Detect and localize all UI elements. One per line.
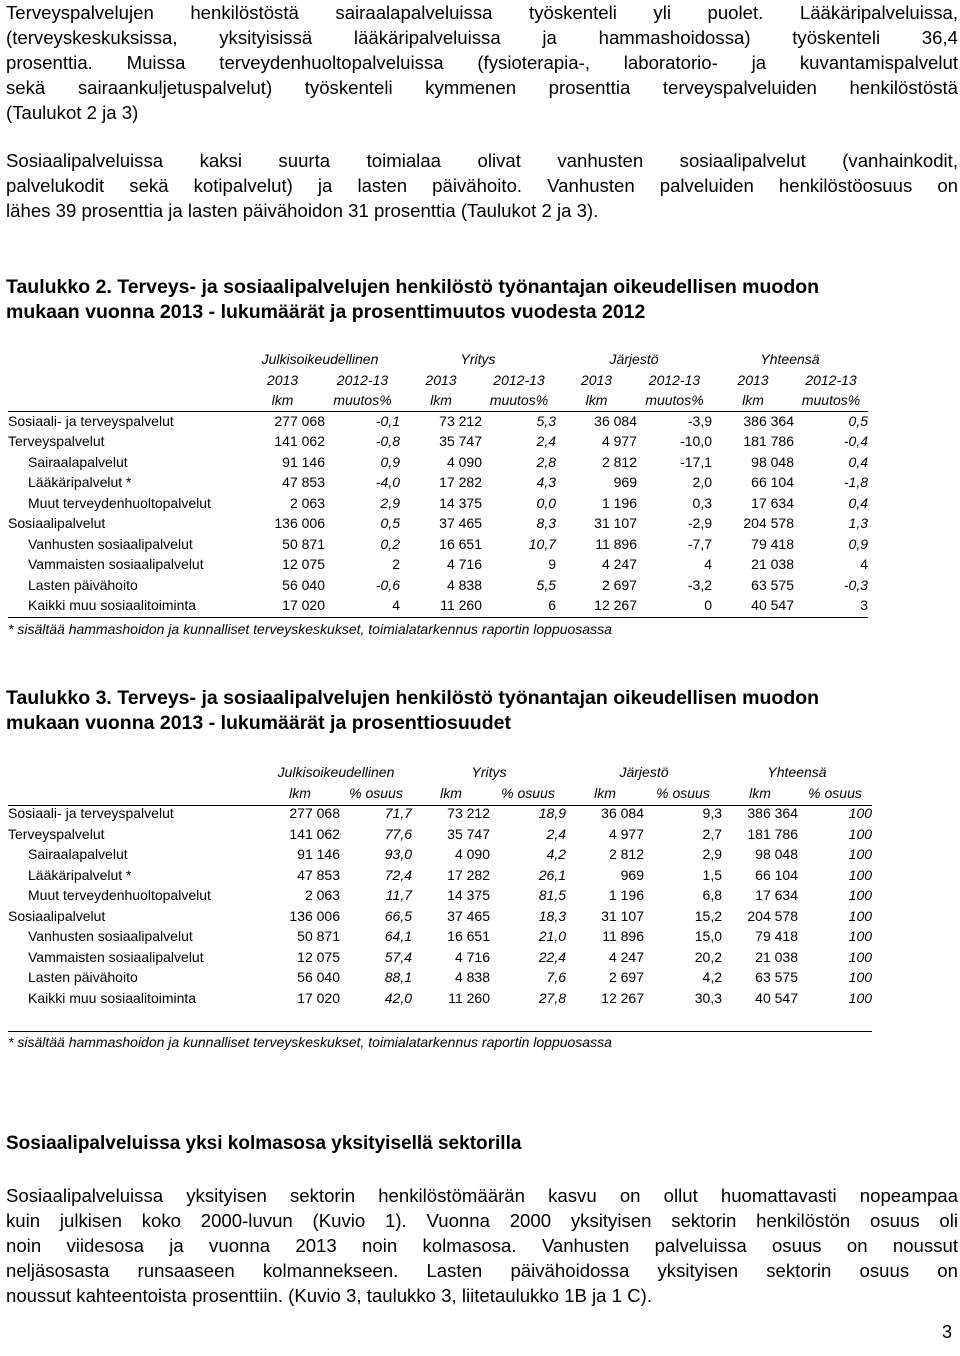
count-cell: 17 282 [447, 866, 490, 883]
table3-header-rule [8, 805, 872, 806]
row-label: Sosiaali- ja terveyspalvelut [8, 412, 174, 429]
percent-cell: 0,9 [380, 453, 400, 470]
count-cell: 17 020 [282, 597, 325, 613]
count-cell: 2 063 [304, 887, 340, 903]
count-cell: 17 634 [755, 887, 798, 903]
percent-cell: 2 [392, 556, 400, 572]
section-heading: Sosiaalipalveluissa yksi kolmasosa yksityisellä sektorilla [6, 1133, 522, 1154]
count-cell: 4 247 [608, 948, 644, 965]
text-line: (Taulukot 2 ja 3) [6, 102, 139, 123]
percent-cell: 26,1 [538, 866, 566, 883]
count-cell: 35 747 [447, 825, 490, 842]
count-cell: 12 075 [282, 556, 325, 572]
count-cell: 36 084 [594, 412, 637, 429]
percent-cell: 100 [848, 989, 873, 1006]
count-cell: 56 040 [282, 576, 325, 593]
percent-cell: 20,2 [694, 948, 722, 965]
percent-cell: 6 [548, 597, 556, 613]
group-header: Järjestö [609, 351, 659, 367]
row-label: Vammaisten sosiaalipalvelut [28, 556, 204, 572]
count-cell: 21 038 [751, 556, 794, 572]
count-cell: 17 020 [297, 989, 340, 1006]
table2-group-header [8, 349, 868, 370]
percent-cell: 100 [848, 846, 873, 862]
count-cell: 4 716 [446, 556, 482, 572]
count-cell: 91 146 [297, 846, 340, 862]
count-cell: 181 786 [743, 433, 794, 449]
table-row [8, 595, 868, 616]
count-cell: 277 068 [274, 412, 325, 429]
table-row [8, 575, 868, 596]
percent-cell: 2,0 [692, 474, 712, 490]
percent-cell: 22,4 [538, 948, 566, 965]
count-cell: 141 062 [289, 825, 340, 842]
percent-cell: 7,6 [546, 969, 566, 985]
percent-cell: 2,7 [702, 825, 722, 842]
sub-header: muutos% [801, 392, 861, 408]
table3 [8, 762, 872, 1008]
text-line: Terveyspalvelujen henkilöstöstä sairaalapalveluissa työskenteli yli puolet. Lääkäripalveluissa, [6, 2, 958, 23]
percent-cell: -3,2 [687, 576, 712, 593]
table2-title [6, 275, 958, 324]
text-line: lähes 39 prosenttia ja lasten päivähoidon 31 prosenttia (Taulukot 2 ja 3). [6, 200, 599, 221]
percent-cell: 1,5 [702, 866, 722, 883]
percent-cell: 8,3 [536, 515, 556, 531]
percent-cell: 42,0 [384, 989, 412, 1006]
percent-cell: 100 [848, 928, 873, 944]
count-cell: 11 260 [440, 597, 482, 613]
percent-cell: -0,6 [375, 576, 400, 593]
percent-cell: 93,0 [384, 846, 412, 862]
text-line: neljäsosasta runsaaseen kolmannekseen. Lasten päivähoidossa yksityisen sektorin osuus on [6, 1260, 958, 1281]
percent-cell: -7,7 [687, 535, 712, 552]
sub-header: lkm [289, 784, 311, 801]
row-label: Muut terveydenhuoltopalvelut [28, 494, 211, 511]
count-cell: 17 634 [751, 494, 794, 511]
percent-cell: 27,8 [538, 989, 566, 1006]
title-line: Taulukko 3. Terveys- ja sosiaalipalvelujen henkilöstö työnantajan oikeudellisen muodon [6, 687, 820, 709]
row-label: Kaikki muu sosiaalitoiminta [28, 989, 197, 1006]
percent-cell: 2,8 [536, 453, 556, 470]
count-cell: 79 418 [755, 928, 798, 944]
count-cell: 277 068 [289, 805, 340, 821]
count-cell: 63 575 [751, 576, 794, 593]
count-cell: 181 786 [747, 825, 798, 842]
table-row [8, 844, 872, 865]
row-label: Sairaalapalvelut [28, 453, 128, 470]
percent-cell: 100 [848, 907, 873, 924]
sub-header: 2013 [737, 371, 769, 388]
title-line: mukaan vuonna 2013 - lukumäärät ja prosenttimuutos vuodesta 2012 [6, 300, 646, 323]
social-services-paragraph [6, 148, 958, 223]
percent-cell: 6,8 [702, 887, 722, 903]
count-cell: 17 282 [439, 474, 482, 490]
count-cell: 2 697 [601, 576, 637, 593]
sub-header: 2012-13 [648, 371, 701, 388]
sub-header: % osuus [656, 784, 710, 801]
table3-bottom-rule [8, 1031, 872, 1032]
count-cell: 11 896 [602, 928, 644, 944]
group-header: Julkisoikeudellinen [277, 764, 395, 780]
text-line: kuin julkisen koko 2000-luvun (Kuvio 1). Vuonna 2000 yksityisen sektorin henkilöstön osuus oli [6, 1210, 958, 1231]
percent-cell: 15,2 [694, 907, 722, 924]
percent-cell: -17,1 [680, 453, 712, 470]
count-cell: 969 [613, 474, 637, 490]
sub-header: muutos% [489, 392, 549, 408]
count-cell: 4 716 [454, 948, 490, 965]
table-row [8, 472, 868, 493]
table-row [8, 411, 868, 432]
percent-cell: 1,3 [848, 515, 869, 531]
count-cell: 204 578 [743, 515, 794, 531]
percent-cell: 5,3 [536, 412, 556, 429]
group-header: Yhteensä [760, 351, 820, 367]
table-row [8, 493, 868, 514]
table2-sub-header-1 [8, 370, 868, 391]
count-cell: 31 107 [601, 907, 644, 924]
percent-cell: 30,3 [694, 989, 722, 1006]
percent-cell: 10,7 [528, 535, 556, 552]
row-label: Sairaalapalvelut [28, 846, 128, 862]
percent-cell: 0,0 [536, 494, 556, 511]
percent-cell: -0,3 [843, 576, 869, 593]
percent-cell: 57,4 [384, 948, 412, 965]
count-cell: 16 651 [439, 535, 482, 552]
percent-cell: 100 [848, 866, 873, 883]
count-cell: 47 853 [282, 474, 325, 490]
percent-cell: 0 [704, 597, 712, 613]
count-cell: 91 146 [282, 453, 325, 470]
row-label: Muut terveydenhuoltopalvelut [28, 887, 211, 903]
count-cell: 4 838 [454, 969, 490, 985]
sub-header: lkm [594, 784, 616, 801]
text-line: palvelukodit sekä kotipalvelut) ja lasten päivähoito. Vanhusten palveluiden henkilöstöosuus on [6, 175, 958, 196]
sub-header: % osuus [501, 784, 555, 801]
percent-cell: 72,4 [384, 866, 412, 883]
percent-cell: 100 [848, 948, 873, 965]
count-cell: 12 075 [297, 948, 340, 965]
percent-cell: 2,9 [380, 494, 400, 511]
row-label: Lääkäripalvelut * [28, 474, 132, 490]
percent-cell: 2,4 [546, 825, 566, 842]
percent-cell: 100 [848, 825, 873, 842]
text-line: noussut kahteentoista prosenttiin. (Kuvio 3, taulukko 3, liitetaulukko 1B ja 1 C). [6, 1285, 652, 1306]
percent-cell: -3,9 [687, 412, 712, 429]
sub-header: 2013 [266, 371, 299, 388]
count-cell: 4 838 [446, 576, 482, 593]
count-cell: 1 196 [601, 494, 637, 511]
percent-cell: 15,0 [694, 928, 722, 944]
sub-header: 2013 [580, 371, 613, 388]
group-header: Julkisoikeudellinen [261, 351, 379, 367]
sub-header: muutos% [333, 392, 392, 408]
count-cell: 50 871 [297, 928, 340, 944]
count-cell: 36 084 [601, 805, 644, 821]
sub-header: muutos% [645, 392, 704, 408]
percent-cell: 0,4 [848, 453, 869, 470]
group-header: Yritys [471, 764, 507, 780]
sub-header: % osuus [349, 784, 403, 801]
count-cell: 66 104 [755, 866, 798, 883]
table-row [8, 452, 868, 473]
percent-cell: 100 [848, 805, 873, 821]
table3-group-header [8, 762, 872, 783]
percent-cell: -0,8 [375, 433, 400, 449]
count-cell: 386 364 [747, 805, 798, 821]
percent-cell: 4,2 [702, 969, 722, 985]
sub-header: lkm [585, 392, 608, 408]
percent-cell: 0,9 [848, 535, 869, 552]
intro-paragraph [6, 0, 958, 125]
percent-cell: 100 [848, 969, 873, 985]
percent-cell: 88,1 [384, 969, 412, 985]
table-row [8, 803, 872, 824]
count-cell: 98 048 [755, 846, 798, 862]
count-cell: 2 812 [608, 846, 644, 862]
sub-header: lkm [271, 392, 294, 408]
group-header: Järjestö [619, 764, 669, 780]
count-cell: 2 063 [289, 494, 325, 511]
table3-sub-header [8, 783, 872, 804]
percent-cell: 5,5 [536, 576, 556, 593]
sub-header: lkm [742, 392, 764, 408]
row-label: Terveyspalvelut [8, 825, 105, 842]
row-label: Lasten päivähoito [28, 576, 138, 593]
text-line: (terveyskeskuksissa, yksityisissä lääkäripalveluissa ja hammashoidossa) työskenteli 36,4 [6, 27, 958, 48]
count-cell: 56 040 [297, 969, 340, 985]
table3-footnote: * sisältää hammashoidon ja kunnalliset terveyskeskukset, toimialatarkennus raportin loppuosassa [8, 1034, 612, 1050]
table-row [8, 988, 872, 1009]
sub-header: 2012-13 [336, 371, 389, 388]
percent-cell: 0,3 [692, 494, 712, 511]
count-cell: 1 196 [608, 887, 644, 903]
table2-footnote: * sisältää hammashoidon ja kunnalliset terveyskeskukset, toimialatarkennus raportin loppuosassa [8, 621, 612, 637]
percent-cell: 4,3 [536, 474, 556, 490]
row-label: Sosiaali- ja terveyspalvelut [8, 805, 174, 821]
count-cell: 21 038 [755, 948, 798, 965]
percent-cell: 4 [704, 556, 712, 572]
text-line: sekä sairaankuljetuspalvelut) työskenteli kymmenen prosenttia terveyspalveluiden henkilöstöstä [6, 77, 958, 98]
percent-cell: -0,4 [843, 433, 869, 449]
table-row [8, 824, 872, 845]
table-row [8, 947, 872, 968]
percent-cell: -0,1 [375, 412, 400, 429]
percent-cell: 9,3 [702, 805, 722, 821]
count-cell: 136 006 [274, 515, 325, 531]
count-cell: 4 977 [608, 825, 644, 842]
table-row [8, 926, 872, 947]
count-cell: 37 465 [447, 907, 490, 924]
count-cell: 16 651 [447, 928, 490, 944]
count-cell: 4 090 [454, 846, 490, 862]
percent-cell: 4 [860, 556, 869, 572]
percent-cell: 71,7 [384, 805, 412, 821]
count-cell: 73 212 [447, 805, 490, 821]
table2-sub-header-2 [8, 390, 868, 411]
sub-header: 2013 [425, 371, 457, 388]
percent-cell: 0,5 [848, 412, 869, 429]
percent-cell: 21,0 [538, 928, 566, 944]
count-cell: 73 212 [439, 412, 482, 429]
text-line: noin viidesosa ja vuonna 2013 noin kolmasosa. Vanhusten palveluissa osuus on noussut [6, 1235, 958, 1256]
percent-cell: 81,5 [538, 887, 566, 903]
count-cell: 47 853 [297, 866, 340, 883]
percent-cell: 18,3 [538, 907, 566, 924]
count-cell: 136 006 [289, 907, 340, 924]
percent-cell: 66,5 [384, 907, 412, 924]
count-cell: 2 812 [601, 453, 637, 470]
table2 [8, 349, 868, 616]
sub-header: 2012-13 [493, 371, 545, 388]
count-cell: 11 896 [595, 535, 637, 552]
percent-cell: 3 [860, 597, 869, 613]
count-cell: 4 090 [446, 453, 482, 470]
row-label: Vanhusten sosiaalipalvelut [28, 928, 193, 944]
percent-cell: 18,9 [538, 805, 566, 821]
count-cell: 4 977 [601, 433, 637, 449]
percent-cell: 11,7 [385, 887, 412, 903]
row-label: Vammaisten sosiaalipalvelut [28, 948, 204, 965]
count-cell: 37 465 [439, 515, 482, 531]
count-cell: 12 267 [601, 989, 644, 1006]
table-row [8, 906, 872, 927]
percent-cell: -2,9 [687, 515, 712, 531]
row-label: Sosiaalipalvelut [8, 907, 106, 924]
count-cell: 14 375 [439, 494, 482, 511]
count-cell: 63 575 [755, 969, 798, 985]
table-row [8, 513, 868, 534]
title-line: Taulukko 2. Terveys- ja sosiaalipalvelujen henkilöstö työnantajan oikeudellisen muodon [6, 276, 820, 298]
row-label: Kaikki muu sosiaalitoiminta [28, 597, 197, 613]
text-line: Sosiaalipalveluissa kaksi suurta toimialaa olivat vanhusten sosiaalipalvelut (vanhainkodit, [6, 150, 958, 171]
count-cell: 79 418 [751, 535, 794, 552]
count-cell: 98 048 [751, 453, 794, 470]
percent-cell: 0,4 [848, 494, 869, 511]
row-label: Sosiaalipalvelut [8, 515, 106, 531]
sub-header: lkm [430, 392, 452, 408]
count-cell: 31 107 [594, 515, 637, 531]
row-label: Vanhusten sosiaalipalvelut [28, 535, 193, 552]
table-row [8, 885, 872, 906]
count-cell: 11 260 [448, 989, 490, 1006]
sub-header: lkm [440, 784, 462, 801]
count-cell: 50 871 [282, 535, 325, 552]
table3-title [6, 686, 958, 735]
count-cell: 66 104 [751, 474, 794, 490]
sub-header: 2012-13 [805, 371, 857, 388]
table-row [8, 865, 872, 886]
count-cell: 12 267 [594, 597, 637, 613]
count-cell: 141 062 [274, 433, 325, 449]
percent-cell: 0,2 [380, 535, 400, 552]
text-line: prosenttia. Muissa terveydenhuoltopalveluissa (fysioterapia-, laboratorio- ja kuvantamispalvelut [6, 52, 958, 73]
count-cell: 2 697 [608, 969, 644, 985]
title-line: mukaan vuonna 2013 - lukumäärät ja prosenttiosuudet [6, 711, 511, 734]
table2-header-rule [8, 411, 868, 412]
percent-cell: 4,2 [546, 846, 566, 862]
count-cell: 4 247 [601, 556, 637, 572]
text-line: Sosiaalipalveluissa yksityisen sektorin henkilöstömäärän kasvu on ollut huomattavasti nopeampaa [6, 1185, 958, 1206]
percent-cell: 64,1 [384, 928, 412, 944]
percent-cell: 77,6 [384, 825, 412, 842]
count-cell: 969 [620, 866, 644, 883]
row-label: Terveyspalvelut [8, 433, 105, 449]
percent-cell: -4,0 [375, 474, 400, 490]
table-row [8, 967, 872, 988]
percent-cell: 2,4 [536, 433, 556, 449]
sub-header: % osuus [808, 784, 862, 801]
count-cell: 386 364 [743, 412, 794, 429]
section-paragraph [6, 1183, 958, 1308]
percent-cell: -10,0 [680, 433, 712, 449]
page-number: 3 [941, 1322, 952, 1342]
count-cell: 40 547 [755, 989, 798, 1006]
row-label: Lasten päivähoito [28, 969, 138, 985]
percent-cell: -1,8 [843, 474, 869, 490]
count-cell: 35 747 [439, 433, 482, 449]
percent-cell: 0,5 [380, 515, 400, 531]
group-header: Yhteensä [767, 764, 827, 780]
sub-header: lkm [749, 784, 771, 801]
percent-cell: 100 [848, 887, 873, 903]
count-cell: 40 547 [751, 597, 794, 613]
table-row [8, 431, 868, 452]
count-cell: 14 375 [447, 887, 490, 903]
group-header: Yritys [460, 351, 496, 367]
percent-cell: 2,9 [702, 846, 722, 862]
percent-cell: 9 [548, 556, 556, 572]
table2-bottom-rule [8, 617, 868, 618]
percent-cell: 4 [392, 597, 400, 613]
table-row [8, 554, 868, 575]
count-cell: 204 578 [747, 907, 798, 924]
table-row [8, 534, 868, 555]
row-label: Lääkäripalvelut * [28, 866, 132, 883]
